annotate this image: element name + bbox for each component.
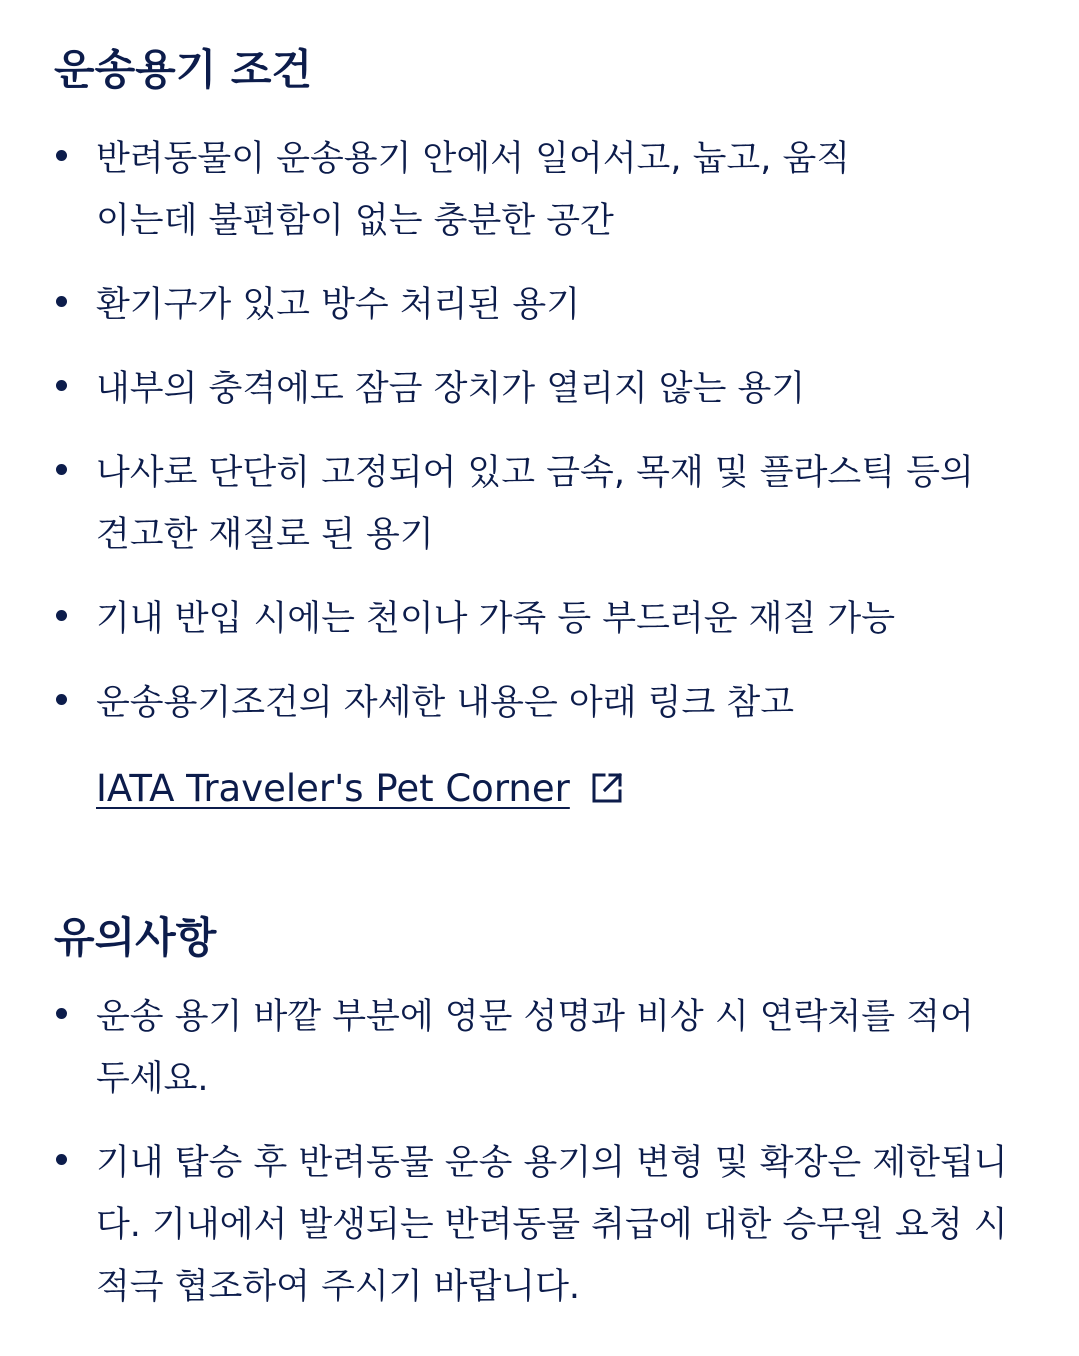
iata-pet-corner-link[interactable]	[96, 760, 624, 816]
list-item: 운송용기조건의 자세한 내용은 아래 링크 참고	[54, 672, 1044, 734]
list-item: 기내 반입 시에는 천이나 가죽 등 부드러운 재질 가능	[54, 588, 1044, 650]
list-item: 반려동물이 운송용기 안에서 일어서고, 눕고, 움직이는데 불편함이 없는 충분한 공간	[54, 128, 866, 252]
notes-list	[54, 986, 1044, 1340]
iata-link-label[interactable]: IATA Traveler's Pet Corner	[96, 766, 570, 810]
section-title-container-requirements: 운송용기 조건	[54, 45, 313, 94]
section-title-notes: 유의사항	[54, 913, 217, 962]
list-item: 내부의 충격에도 잠금 장치가 열리지 않는 용기	[54, 358, 1044, 420]
list-item: 나사로 단단히 고정되어 있고 금속, 목재 및 플라스틱 등의 견고한 재질로 된 용기	[54, 442, 1006, 566]
external-link-icon[interactable]	[590, 771, 624, 805]
container-requirements-list	[54, 128, 1044, 756]
list-item: 운송 용기 바깥 부분에 영문 성명과 비상 시 연락처를 적어 두세요.	[54, 986, 1006, 1110]
list-item: 기내 탑승 후 반려동물 운송 용기의 변형 및 확장은 제한됩니다. 기내에서 발생되는 반려동물 취급에 대한 승무원 요청 시 적극 협조하여 주시기 바랍니다.	[54, 1132, 1036, 1318]
list-item: 환기구가 있고 방수 처리된 용기	[54, 274, 1044, 336]
